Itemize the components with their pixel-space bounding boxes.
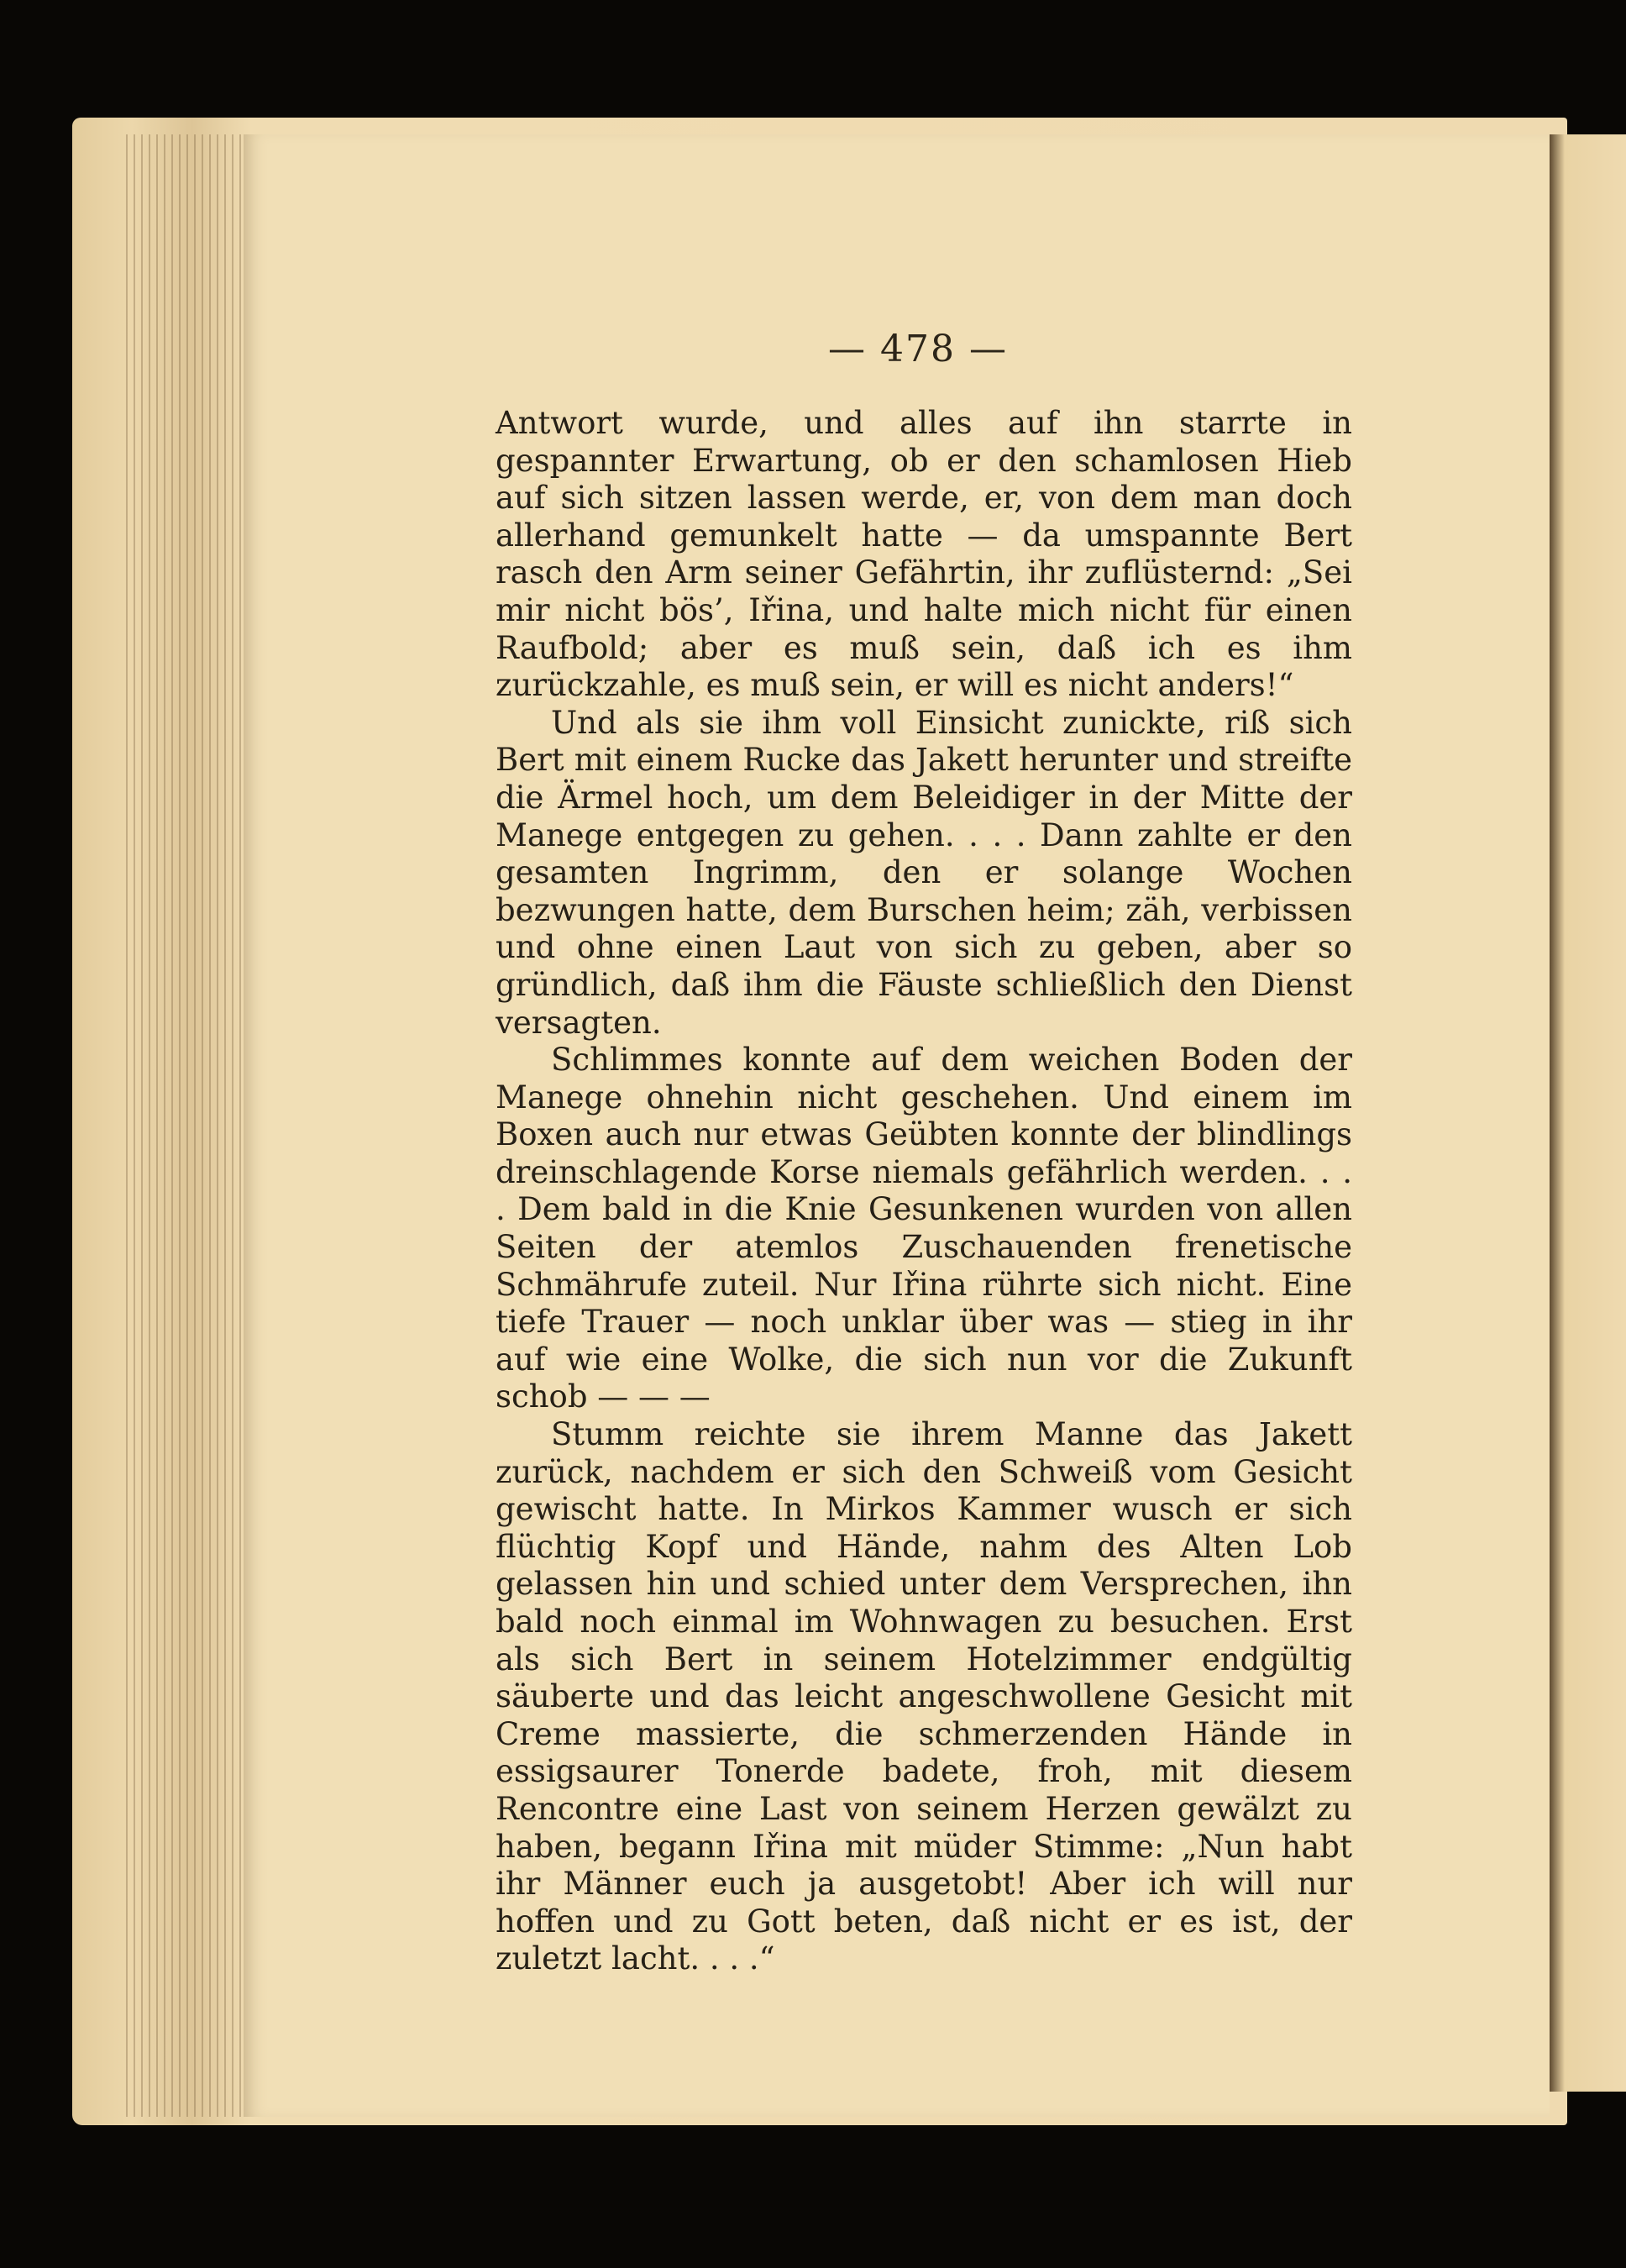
facing-page-edge — [1550, 134, 1626, 2092]
page-number: — 478 — — [828, 328, 1008, 370]
paragraph-2: Und als sie ihm voll Einsicht zunickte, riß sich Bert mit einem Rucke das Jakett herunter und streifte die Ärmel hoch, um dem Beleidiger in der Mitte der Manege entgegen zu gehen. . . . Dann zahlte er den gesamten Ingrimm, den er solange Wochen bezwungen hatte, dem Burschen heim; zäh, verbissen und ohne einen Laut von sich zu geben, aber so gründlich, daß ihm die Fäuste schließlich den Dienst versagten. — [496, 704, 1352, 1041]
paragraph-4: Stumm reichte sie ihrem Manne das Jakett zurück, nachdem er sich den Schweiß vom Gesicht gewischt hatte. In Mirkos Kammer wusch er sich flüchtig Kopf und Hände, nahm des Alten Lob gelassen hin und schied unter dem Versprechen, ihn bald noch einmal im Wohnwagen zu besuchen. Erst als sich Bert in seinem Hotelzimmer endgültig säuberte und das leicht angeschwollene Gesicht mit Creme massierte, die schmerzenden Hände in essigsaurer Tonerde badete, froh, mit diesem Rencontre eine Last von seinem Herzen gewälzt zu haben, begann Iřina mit müder Stimme: „Nun habt ihr Männer euch ja ausgetobt! Aber ich will nur hoffen und zu Gott beten, daß nicht er es ist, der zuletzt lacht. . . .“ — [496, 1416, 1352, 1977]
paragraph-1: Antwort wurde, und alles auf ihn starrte in gespannter Erwartung, ob er den schamlosen Hieb auf sich sitzen lassen werde, er, von dem man doch allerhand gemunkelt hatte — da umspannte Bert rasch den Arm seiner Gefährtin, ihr zuflüsternd: „Sei mir nicht bös’, Iřina, und halte mich nicht für einen Raufbold; aber es muß sein, daß ich es ihm zurückzahle, es muß sein, er will es nicht anders!“ — [496, 405, 1352, 704]
page-edges — [126, 134, 244, 2117]
body-text — [496, 405, 1352, 1978]
paragraph-3: Schlimmes konnte auf dem weichen Boden der Manege ohnehin nicht geschehen. Und einem im Boxen auch nur etwas Geübten konnte der blindlings dreinschlagende Korse niemals gefährlich werden. . . . Dem bald in die Knie Gesunkenen wurden von allen Seiten der atemlos Zuschauenden frenetische Schmährufe zuteil. Nur Iřina rührte sich nicht. Eine tiefe Trauer — noch unklar über was — stieg in ihr auf wie eine Wolke, die sich nun vor die Zukunft schob — — — — [496, 1042, 1352, 1415]
